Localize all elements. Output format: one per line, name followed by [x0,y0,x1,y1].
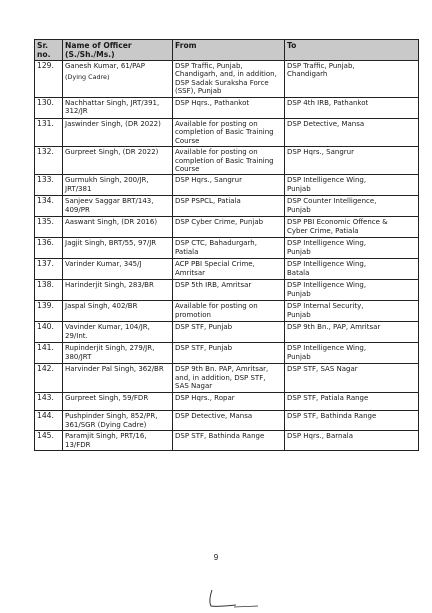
cell-sr-no-text: 130. [37,98,54,107]
cell-to [285,238,419,259]
cell-sr-no-text: 138. [37,280,54,290]
cell-to-text: DSP PBI Economic Offence & Cyber Crime, Patiala [287,218,388,235]
cell-from-text: DSP Hqrs., Ropar [175,394,235,403]
cell-sr-no [35,98,63,119]
cell-from [173,175,285,196]
signature-mark [206,588,266,610]
cell-to-text: DSP STF, Bathinda Range [287,412,377,421]
cell-officer-name [63,217,173,238]
cell-officer-name-text: Rupinderjit Singh, 279/JR, 380/JRT [65,344,155,361]
cell-officer-name-text: Aaswant Singh, (DR 2016) [65,218,158,227]
cell-from-text: DSP Cyber Crime, Punjab [175,218,264,227]
cell-from-text: Available for posting on completion of Basic Training Course [175,148,274,174]
cell-from-text: Available for posting on completion of Basic Training Course [175,120,274,145]
cell-sr-no-text: 137. [37,259,54,269]
header-name-of-officer: Name of Officer (S./Sh./Ms.) [63,40,173,61]
cell-from [173,259,285,280]
cell-from [173,431,285,451]
cell-officer-name-text: Ganesh Kumar, 61/PAP [65,62,145,70]
cell-sr-no-text: 133. [37,175,54,185]
table-row [35,343,419,364]
cell-sr-no-text: 143. [37,393,54,403]
cell-to [285,280,419,301]
cell-sr-no-text: 131. [37,119,54,128]
cell-officer-name [63,280,173,301]
table-row [35,119,419,147]
cell-sr-no [35,343,63,364]
cell-sr-no-text: 135. [37,217,54,227]
header-from: From [173,40,285,61]
cell-from [173,196,285,217]
cell-from [173,364,285,393]
page-number: 9 [213,553,219,562]
cell-officer-name [63,196,173,217]
cell-from [173,119,285,147]
cell-officer-name-text: Harvinder Pal Singh, 362/BR [65,365,164,374]
table-row [35,175,419,196]
cell-to [285,301,419,322]
cell-sr-no [35,431,63,451]
cell-officer-name [63,322,173,343]
table-row [35,364,419,393]
cell-sr-no [35,119,63,147]
cell-officer-name-text: Gurpreet Singh, (DR 2022) [65,148,159,157]
cell-officer-name [63,364,173,393]
cell-to-text: DSP STF, SAS Nagar [287,365,358,374]
cell-from [173,98,285,119]
cell-officer-name [63,411,173,431]
cell-sr-no-text: 141. [37,343,54,353]
table-row [35,280,419,301]
cell-from-text: DSP Hqrs., Sangrur [175,176,242,185]
cell-to [285,343,419,364]
cell-officer-name-text: Vavinder Kumar, 104/JR, 29/Int. [65,323,150,340]
table-row [35,322,419,343]
cell-to [285,393,419,411]
cell-officer-name [63,259,173,280]
cell-from [173,217,285,238]
table-row [35,61,419,98]
cell-from-text: DSP STF, Bathinda Range [175,432,265,441]
cell-sr-no-text: 145. [37,431,54,441]
cell-to [285,147,419,175]
table-header-row [35,40,419,61]
cell-sr-no [35,411,63,431]
cell-sr-no-text: 144. [37,411,54,421]
cell-officer-name-text: Sanjeev Saggar BRT/143, 409/PR [65,197,154,214]
cell-to [285,364,419,393]
cell-to [285,196,419,217]
cell-officer-name-text: Jaspal Singh, 402/BR [65,302,138,311]
transfer-orders-table [34,39,419,451]
cell-officer-name [63,301,173,322]
table-row [35,217,419,238]
cell-officer-note: (Dying Cadre) [65,73,110,82]
cell-from [173,393,285,411]
cell-from [173,411,285,431]
table-row [35,147,419,175]
cell-sr-no [35,175,63,196]
cell-sr-no [35,259,63,280]
cell-to-text: DSP 9th Bn., PAP, Amritsar [287,323,381,332]
cell-sr-no [35,393,63,411]
cell-from-text: Available for posting on promotion [175,302,258,319]
cell-sr-no [35,217,63,238]
cell-from-text: DSP CTC, Bahadurgarh, Patiala [175,239,257,256]
header-to: To [285,40,419,61]
table-row [35,98,419,119]
cell-to [285,411,419,431]
cell-from [173,238,285,259]
cell-from-text: DSP Traffic, Punjab, Chandigarh, and, in addition, DSP Sadak Suraksha Force (SSF), Punjab [175,62,277,96]
cell-officer-name [63,147,173,175]
cell-to-text: DSP Hqrs., Sangrur [287,148,354,157]
cell-officer-name [63,98,173,119]
cell-officer-name [63,119,173,147]
cell-officer-name-text: Pushpinder Singh, 852/PR, 361/SGR (Dying Cadre) [65,412,158,429]
cell-officer-name-text: Gurmukh Singh, 200/JR, JRT/381 [65,176,149,193]
cell-from [173,322,285,343]
cell-officer-name [63,238,173,259]
cell-sr-no-text: 129. [37,61,54,70]
cell-sr-no [35,280,63,301]
cell-to [285,217,419,238]
cell-from [173,61,285,98]
cell-to [285,61,419,98]
cell-sr-no [35,147,63,175]
cell-officer-name-text: Jaswinder Singh, (DR 2022) [65,120,161,128]
cell-officer-name [63,393,173,411]
cell-from-text: DSP 5th IRB, Amritsar [175,281,252,290]
cell-from-text: DSP 9th Bn. PAP, Amritsar, and, in addition, DSP STF, SAS Nagar [175,365,269,391]
cell-from-text: DSP STF, Punjab [175,323,233,332]
cell-from-text: DSP Hqrs., Pathankot [175,99,250,107]
cell-to-text: DSP STF, Patiala Range [287,394,369,403]
cell-to-text: DSP Detective, Mansa [287,120,365,128]
cell-sr-no [35,196,63,217]
cell-to-text: DSP Intelligence Wing, Batala [287,260,367,277]
cell-sr-no [35,238,63,259]
cell-to [285,98,419,119]
cell-sr-no [35,322,63,343]
cell-to-text: DSP Internal Security, Punjab [287,302,364,319]
cell-officer-name-text: Jagjit Singh, BRT/55, 97/JR [65,239,157,248]
cell-officer-name-text: Paramjit Singh, PRT/16, 13/FDR [65,432,147,449]
cell-sr-no-text: 132. [37,147,54,157]
cell-sr-no-text: 142. [37,364,54,374]
cell-to-text: DSP 4th IRB, Pathankot [287,99,369,107]
table-row [35,238,419,259]
cell-officer-name [63,431,173,451]
table-row [35,393,419,411]
cell-sr-no [35,301,63,322]
cell-to [285,175,419,196]
cell-to-text: DSP Hqrs., Barnala [287,432,353,441]
cell-to-text: DSP Intelligence Wing, Punjab [287,281,367,298]
cell-from-text: DSP Detective, Mansa [175,412,253,421]
cell-to [285,322,419,343]
cell-sr-no-text: 140. [37,322,54,332]
cell-from [173,301,285,322]
cell-sr-no [35,61,63,98]
cell-sr-no-text: 136. [37,238,54,248]
cell-to [285,259,419,280]
cell-from [173,280,285,301]
cell-to [285,431,419,451]
cell-sr-no-text: 139. [37,301,54,311]
cell-from-text: DSP PSPCL, Patiala [175,197,241,206]
cell-to-text: DSP Intelligence Wing, Punjab [287,344,367,361]
cell-from-text: ACP PBI Special Crime, Amritsar [175,260,255,277]
cell-officer-name-text: Nachhattar Singh, JRT/391, 312/JR [65,99,160,116]
cell-from [173,343,285,364]
cell-officer-name-text: Harinderjit Singh, 283/BR [65,281,154,290]
cell-from-text: DSP STF, Punjab [175,344,233,353]
table-row [35,301,419,322]
cell-officer-name [63,343,173,364]
cell-sr-no [35,364,63,393]
header-sr-no: Sr. no. [35,40,63,61]
cell-to-text: DSP Counter Intelligence, Punjab [287,197,377,214]
cell-sr-no-text: 134. [37,196,54,206]
cell-officer-name [63,61,173,98]
table-row [35,196,419,217]
cell-officer-name [63,175,173,196]
cell-officer-name-text: Varinder Kumar, 345/J [65,260,142,269]
cell-to-text: DSP Traffic, Punjab, Chandigarh [287,62,355,79]
cell-to-text: DSP Intelligence Wing, Punjab [287,176,367,193]
table-row [35,411,419,431]
table-row [35,431,419,451]
cell-to [285,119,419,147]
cell-officer-name-text: Gurpreet Singh, 59/FDR [65,394,149,403]
cell-to-text: DSP Intelligence Wing, Punjab [287,239,367,256]
table-row [35,259,419,280]
cell-from [173,147,285,175]
